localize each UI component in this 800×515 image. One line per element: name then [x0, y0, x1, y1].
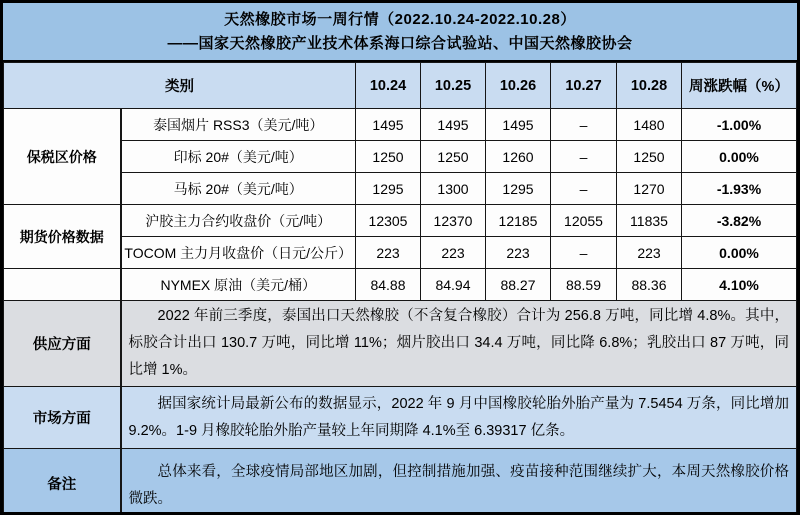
table-row	[4, 141, 797, 173]
price-table	[3, 62, 797, 515]
price-cell: 1295	[486, 173, 551, 205]
report-title: 天然橡胶市场一周行情（2022.10.24-2022.10.28）	[224, 10, 576, 28]
price-cell: 223	[421, 237, 486, 269]
table-row	[4, 269, 797, 301]
price-cell: 1260	[486, 141, 551, 173]
row-label-nymex-crude: NYMEX 原油（美元/桶）	[121, 269, 356, 301]
price-cell: 1480	[617, 109, 682, 141]
price-cell: 1250	[356, 141, 421, 173]
price-cell: 223	[486, 237, 551, 269]
price-cell: 223	[356, 237, 421, 269]
row-label-tocom: TOCOM 主力月收盘价（日元/公斤）	[121, 237, 356, 269]
price-cell: 1495	[356, 109, 421, 141]
price-cell: 12185	[486, 205, 551, 237]
price-cell: –	[551, 173, 617, 205]
section-row-supply	[4, 301, 797, 387]
price-cell: 12055	[551, 205, 617, 237]
price-cell: 88.27	[486, 269, 551, 301]
price-cell: 88.36	[617, 269, 682, 301]
row-label-shanghai-rubber: 沪胶主力合约收盘价（元/吨）	[121, 205, 356, 237]
column-header-date-5: 10.28	[617, 63, 682, 109]
weekly-change-cell: 0.00%	[682, 237, 797, 269]
price-cell: 11835	[617, 205, 682, 237]
section-text-supply: 2022 年前三季度，泰国出口天然橡胶（不含复合橡胶）合计为 256.8 万吨，同比增 4.8%。其中，标胶合计出口 130.7 万吨，同比增 11%；烟片胶出口 34.4 万吨，同比降 6.8%；乳胶出口 87 万吨，同比增 1%。	[121, 301, 797, 387]
group-label-bonded-zone-price: 保税区价格	[4, 109, 121, 205]
weekly-change-cell: 4.10%	[682, 269, 797, 301]
table-row	[4, 237, 797, 269]
column-header-category: 类别	[4, 63, 356, 109]
price-cell: –	[551, 141, 617, 173]
row-label-malaysia-20: 马标 20#（美元/吨）	[121, 173, 356, 205]
price-cell: 88.59	[551, 269, 617, 301]
row-label-thai-rss3: 泰国烟片 RSS3（美元/吨）	[121, 109, 356, 141]
column-header-date-2: 10.25	[421, 63, 486, 109]
column-header-date-1: 10.24	[356, 63, 421, 109]
column-header-date-4: 10.27	[551, 63, 617, 109]
price-cell: 1300	[421, 173, 486, 205]
table-row	[4, 173, 797, 205]
table-header-row	[4, 63, 797, 109]
weekly-change-cell: 0.00%	[682, 141, 797, 173]
section-row-market	[4, 387, 797, 449]
price-cell: 1495	[421, 109, 486, 141]
price-cell: 1270	[617, 173, 682, 205]
weekly-change-cell: -1.93%	[682, 173, 797, 205]
table-row	[4, 205, 797, 237]
price-cell: –	[551, 237, 617, 269]
price-cell: –	[551, 109, 617, 141]
section-row-note	[4, 449, 797, 515]
group-label-empty	[4, 269, 121, 301]
report-title-block	[3, 3, 797, 62]
price-cell: 1495	[486, 109, 551, 141]
price-cell: 12370	[421, 205, 486, 237]
table-row	[4, 109, 797, 141]
price-cell: 12305	[356, 205, 421, 237]
section-label-supply: 供应方面	[4, 301, 121, 387]
price-cell: 1295	[356, 173, 421, 205]
section-label-note: 备注	[4, 449, 121, 515]
price-cell: 84.88	[356, 269, 421, 301]
group-label-futures-price: 期货价格数据	[4, 205, 121, 269]
weekly-change-cell: -1.00%	[682, 109, 797, 141]
section-text-note: 总体来看，全球疫情局部地区加剧，但控制措施加强、疫苗接种范围继续扩大，本周天然橡胶价格微跌。	[121, 449, 797, 515]
price-cell: 1250	[617, 141, 682, 173]
price-cell: 223	[617, 237, 682, 269]
price-cell: 84.94	[421, 269, 486, 301]
column-header-date-3: 10.26	[486, 63, 551, 109]
section-text-market: 据国家统计局最新公布的数据显示，2022 年 9 月中国橡胶轮胎外胎产量为 7.5454 万条，同比增加 9.2%。1-9 月橡胶轮胎外胎产量较上年同期降 4.1%至 6.39317 亿条。	[121, 387, 797, 449]
price-cell: 1250	[421, 141, 486, 173]
row-label-india-20: 印标 20#（美元/吨）	[121, 141, 356, 173]
section-label-market: 市场方面	[4, 387, 121, 449]
weekly-change-cell: -3.82%	[682, 205, 797, 237]
report-subtitle: ——国家天然橡胶产业技术体系海口综合试验站、中国天然橡胶协会	[167, 34, 633, 52]
column-header-weekly-change: 周涨跌幅（%）	[682, 63, 797, 109]
